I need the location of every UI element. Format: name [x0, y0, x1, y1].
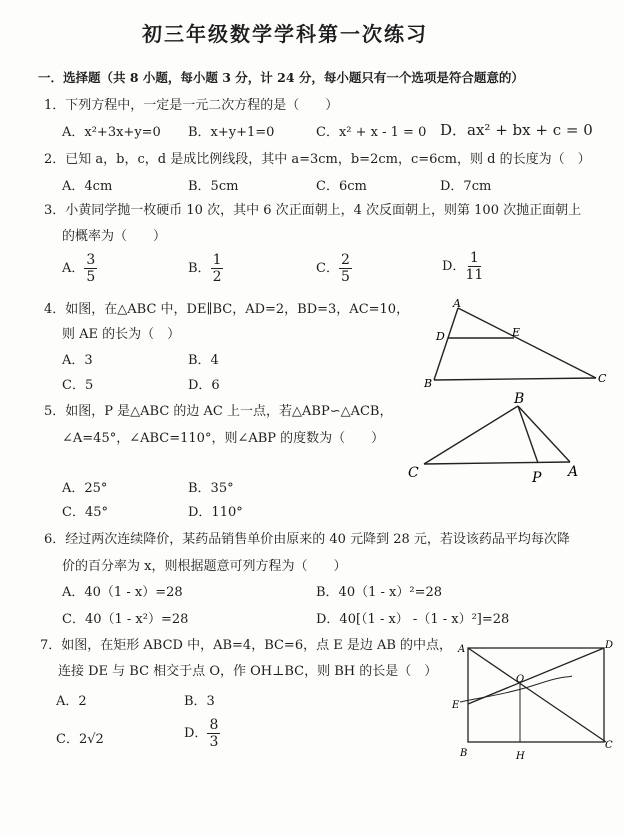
q5-stem-line1: 5．如图，P 是△ABC 的边 AC 上一点，若△ABP∽△ACB， — [44, 404, 393, 419]
q7-option-c: C．2√2 — [56, 732, 104, 747]
q4-side-ac — [458, 308, 596, 378]
q3-option-a-fraction: $\frac{3}{5}$ — [86, 252, 96, 285]
q7-rectangle-figure — [448, 636, 618, 764]
q4-label-c: C — [598, 372, 607, 385]
q6-option-a: A．40（1 - x）=28 — [62, 585, 183, 600]
q3-option-d: D． $\frac{1}{11}$ — [442, 250, 484, 283]
q4-label-e: E — [512, 326, 521, 339]
q2-option-a: A．4cm — [62, 179, 113, 194]
q3-option-c-fraction: $\frac{2}{5}$ — [340, 252, 350, 285]
q4-stem-line1: 4．如图，在△ABC 中，DE∥BC，AD=2，BD=3，AC=10， — [44, 302, 410, 317]
q7-stem-line2: 连接 DE 与 BC 相交于点 O，作 OH⊥BC，则 BH 的长是（ ） — [58, 664, 438, 679]
q3-stem-line1: 3．小黄同学抛一枚硬币 10 次，其中 6 次正面朝上，4 次反面朝上，则第 100 次抛正面朝上 — [44, 203, 582, 218]
q6-option-d: D．40[（1 - x） -（1 - x）²]=28 — [316, 612, 510, 627]
q7-option-d-fraction: $\frac{8}{3}$ — [209, 717, 219, 750]
q4-label-a: A — [453, 297, 461, 310]
q4-stem-line2: 则 AE 的长为（ ） — [62, 327, 181, 342]
q3-option-a: A． $\frac{3}{5}$ — [62, 252, 96, 285]
q4-option-d: D．6 — [188, 378, 220, 393]
q5-side-bc — [424, 406, 518, 464]
q3-stem-line2: 的概率为（ ） — [62, 229, 167, 244]
q2-stem: 2．已知 a，b，c，d 是成比例线段，其中 a=3cm，b=2cm，c=6cm，则 d 的长度为（ ） — [44, 152, 591, 167]
q7-label-a: A — [458, 644, 466, 655]
q7-option-d: D． $\frac{8}{3}$ — [184, 717, 219, 750]
q5-side-ba — [518, 406, 570, 462]
q5-stem-line2: ∠A=45°，∠ABC=110°，则∠ABP 的度数为（ ） — [62, 431, 385, 446]
q3-option-b: B． $\frac{1}{2}$ — [188, 252, 222, 285]
q7-label-h: H — [516, 751, 525, 762]
q6-stem-line2: 价的百分率为 x，则根据题意可列方程为（ ） — [62, 559, 347, 574]
q1-option-b: B．x+y+1=0 — [188, 125, 275, 140]
q4-option-a: A．3 — [62, 353, 93, 368]
q4-option-c: C．5 — [62, 378, 94, 393]
q5-option-b: B．35° — [188, 481, 234, 496]
q1-stem: 1．下列方程中，一定是一元二次方程的是（ ） — [44, 98, 339, 113]
q5-option-c: C．45° — [62, 505, 108, 520]
q1-option-d: D．ax² + bx + c = 0 — [440, 121, 593, 139]
q7-option-a: A．2 — [56, 694, 87, 709]
q5-label-b: B — [514, 391, 525, 407]
q4-side-bc — [434, 378, 596, 380]
q5-segment-bp — [518, 406, 538, 463]
q5-label-p: P — [532, 470, 542, 486]
q6-stem-line1: 6．经过两次连续降价，某药品销售单价由原来的 40 元降到 28 元，若设该药品平均每次降 — [44, 532, 570, 547]
q6-option-c: C．40（1 - x²）=28 — [62, 612, 189, 627]
q5-side-ca — [424, 462, 570, 464]
q4-label-b: B — [424, 377, 433, 390]
q7-label-d: D — [605, 640, 614, 651]
q5-triangle-figure — [402, 388, 592, 488]
q6-option-b: B．40（1 - x）²=28 — [316, 585, 443, 600]
q3-option-d-fraction: $\frac{1}{11}$ — [465, 250, 484, 283]
q5-option-a: A．25° — [62, 481, 108, 496]
q4-triangle-figure — [420, 296, 615, 391]
q1-option-a: A．x²+3x+y=0 — [62, 125, 161, 140]
q4-option-b: B．4 — [188, 353, 219, 368]
section-heading: 一．选择题（共 8 小题，每小题 3 分，计 24 分，每小题只有一个选项是符合题意的） — [38, 70, 524, 85]
q4-label-d: D — [436, 330, 445, 343]
page-title: 初三年级数学学科第一次练习 — [142, 22, 428, 46]
q1-option-c: C．x² + x - 1 = 0 — [316, 125, 427, 140]
q5-label-a: A — [568, 464, 579, 480]
q2-option-b: B．5cm — [188, 179, 239, 194]
q7-option-b: B．3 — [184, 694, 215, 709]
q4-side-ab — [434, 308, 458, 380]
q7-label-e: E — [452, 700, 460, 711]
q7-label-b: B — [460, 748, 468, 759]
q5-option-d: D．110° — [188, 505, 243, 520]
q2-option-d: D．7cm — [440, 179, 492, 194]
q3-option-b-fraction: $\frac{1}{2}$ — [212, 252, 222, 285]
q7-stem-line1: 7．如图，在矩形 ABCD 中，AB=4，BC=6，点 E 是边 AB 的中点， — [40, 638, 453, 653]
q7-label-c: C — [605, 740, 613, 751]
q7-segment-de — [468, 648, 604, 704]
q2-option-c: C．6cm — [316, 179, 367, 194]
q3-option-c: C． $\frac{2}{5}$ — [316, 252, 350, 285]
q7-label-o: O — [516, 674, 525, 685]
q5-label-c: C — [408, 465, 419, 481]
